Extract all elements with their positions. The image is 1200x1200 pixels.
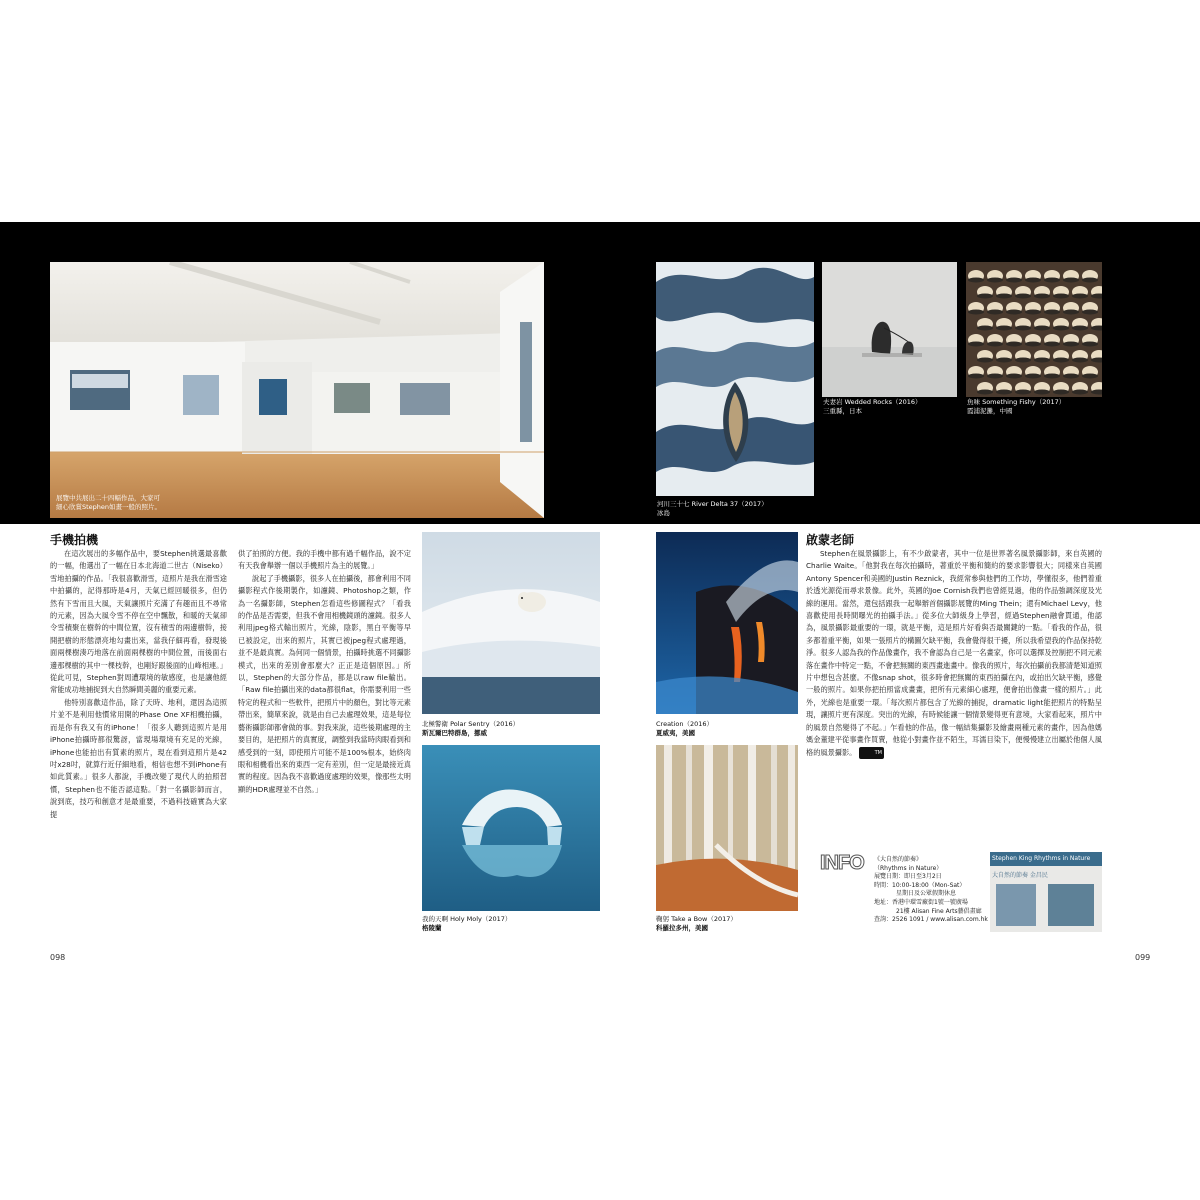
gallery-photo [50,262,544,518]
river-delta-photo [656,262,814,496]
creation-caption: Creation（2016） 夏威夷，美國 [656,720,714,737]
info-date: 展覽日期：即日至3月2日 [874,873,942,881]
info-address2: 21樓 Alisan Fine Arts藝倡畫廊 [896,907,982,915]
left-column-1 [50,548,227,938]
holy-moly-photo [422,745,600,911]
right-heading: 啟蒙老師 [806,533,855,547]
left-heading: 手機拍機 [50,533,99,547]
sign-line-1: Stephen King Rhythms in Nature [992,855,1091,862]
page-number-left: 098 [50,953,66,962]
polar-sentry-photo [422,532,600,714]
info-time2: 星期日及公眾假期休息 [896,890,957,898]
wedded-rocks-caption: 夫妻岩 Wedded Rocks（2016） 三重縣，日本 [823,398,922,415]
info-subtitle: （Rhythms in Nature） [874,864,943,872]
polar-sentry-caption: 北極警衛 Polar Sentry（2016） 斯瓦爾巴特群島，挪威 [422,720,520,737]
end-tag: TM [859,747,884,759]
gallery-caption: 展覽中共展出二十四幅作品，大家可 細心欣賞Stephen如畫一般的照片。 [56,494,162,511]
info-contact: 查詢：2526 1091 / www.alisan.com.hk [874,916,988,924]
info-box [820,852,992,932]
something-fishy-photo [966,262,1102,397]
take-a-bow-photo [656,745,798,911]
exhibition-sign-photo [990,852,1102,932]
holy-moly-caption: 我的天啊 Holy Moly（2017） 格陵蘭 [422,915,512,932]
info-logo: INFO [820,852,864,874]
wedded-rocks-photo [822,262,957,397]
left-col1-para2: 他特別喜歡這作品，除了天時、地利，還因為這照片並不是利用他慣常用開的Phase One XF相機拍攝，而是你有我又有的iPhone！「很多人聽到這照片是用iPhone拍攝時都很驚訝，當現場環境有充足的光線，iPhone也能拍出有質素的照片，現在看到這照片是42吋x28吋，就算行近仔細地看，相信也想不到iPhone有如此質素。」很多人都說，手機改變了現代人的拍照習慣，Stephen也不能否認這點。「對一名攝影師而言，說到底，技巧和創意才是最重要，不過科技確實為大家提 [50,697,227,819]
left-col2-para2: 說起了手機攝影，很多人在拍攝後，都會利用不同攝影程式作後期製作，如濾鏡、Photoshop之類，作為一名攝影師，Stephen怎看這些修圖程式？「看我的作品是否需要，但我不會用相機鏡頭的濾鏡。很多人利用jpeg格式輸出照片，光線，陰影，黑白平衡等早已被設定，出來的照片，其實已被jpeg程式處理過，並不是最真實。為何同一個情景，拍攝時挑選不同攝影模式，出來的差別會那麼大？正正是這個原因。」所以，Stephen的大部分作品，都是以raw file輸出。「Raw file拍攝出來的data都很flat，你需要利用一些特定的程式和一些軟件，把照片中的顏色，對比等元素帶出來，簡單來說，就是由自己去處理效果，這是每位藝術攝影師都會做的事。對我來說，這些後期處理的主要目的，是把照片的真實度，調整到我當時肉眼看到和感受到的一刻，即使照片可能不是100%根本，始終肉眼和相機看出來的東西一定有差別，但一定是最接近真實的程度。因為我不喜歡過度處理的效果，像那些太明顯的HDR處理並不自然。」 [238,573,411,794]
info-address1: 地址：香港中環雪廠街1號一號廣場 [874,898,968,906]
right-column [806,548,1102,848]
river-delta-caption: 河川三十七 River Delta 37（2017） 冰島 [657,500,768,517]
left-column-2 [238,548,411,920]
page-number-right: 099 [1135,953,1151,962]
left-col2-para1: 供了拍照的方便。我的手機中都有過千幅作品，說不定有天我會舉辦一個以手機照片為主的展覽。」 [238,549,411,571]
take-a-bow-caption: 鞠躬 Take a Bow（2017） 科羅拉多州，美國 [656,915,737,932]
creation-photo [656,532,798,714]
info-title: 《大自然的節奏》 [874,856,923,863]
right-col-para1: Stephen在風景攝影上，有不少啟蒙者，其中一位是世界著名風景攝影師，來自英國的Charlie Waite。「他對我在每次拍攝時，著重於平衡和簡約的要求影響很大；同樣來自英國Antony Spencer和美國的Justin Reznick，我經常參與他們的工作坊，學懂很多，他們着重於透光源從而尋求景像。此外，英國的Joe Cornish我們也曾經見過，他的作品強調深度及光線的運用。當然，還包括跟我一起舉辦首個攝影展覽的Ming Thein；還有Michael Levy，他喜歡使用長時間曝光的拍攝手法。」從多位大師級身上學習，經過Stephen融會貫通，他認為，風景攝影最重要的一環，就是平衡，這是照片好看與否最關鍵的一點。「看我的作品，很多都着重平衡，如果一張照片的構圖欠缺平衡，我會覺得很干擾，所以我希望我的作品保持乾淨。很多人認為我的作品像畫作，我不會認為自己是一名畫家，你可以選擇及控制把不同元素落在畫作中特定一點，不會把無關的東西畫進畫中。像我的照片，每次拍攝前我都清楚知道照片中想包含甚麼。不像snap shot，很多時會把無關的東西拍攝在內，或拍出欠缺平衡，感覺一般的照片。如果你把拍照當成畫畫，把所有元素細心處理，便會拍出像畫一樣的照片。」此外，光線也是重要一環。「每次照片都包含了光線的捕捉，dramatic light能把照片的特點呈現，讓照片更有深度。突出的光線，有時候能讓一個情景變得更有意境，大家看起來，照片中的風景自然變得了不起。」乍看他的作品，像一幅結集攝影及繪畫兩種元素的畫作，因為他媽媽金董建平從事畫作買賣，他從小對畫作並不陌生，耳濡目染下，便慢慢建立出屬於他個人風格的風景攝影。 TM [806,548,1102,759]
something-fishy-caption: 魚味 Something Fishy（2017） 霞浦泥灘，中國 [967,398,1066,415]
info-time1: 時間：10:00-18:00（Mon-Sat） [874,881,966,889]
sign-line-2: 大自然的節奏 金昌民 [992,872,1048,879]
left-col1-para1: 在這次展出的多幅作品中，要Stephen挑選最喜歡的一幅，他選出了一幅在日本北海道二世古（Niseko）雪地拍攝的作品。「我很喜歡滑雪，這照片是我在滑雪途中拍攝的，記得那時是4月，天氣已經回暖很多，但仍然有下雪而且大風，天氣讓照片充滿了有趣而且不尋常的元素，因為大風令雪不停在空中飄散，和暖的天氣卻令雪積聚在樹幹的中間位置，沒有積雪的兩邊樹幹，接開把樹的形態漂亮地勾畫出來，當我仔細再看，發現後面兩棵樹湊巧地落在前面兩棵樹的中間位置，而後面右邊那棵樹的其中一棵枝幹，也剛好跟後面的山峰相連。」從此可見，Stephen對周遭環境的敏感度，也是讓他經常能成功地捕捉到大自然瞬間美麗的重要元素。 [50,549,227,695]
